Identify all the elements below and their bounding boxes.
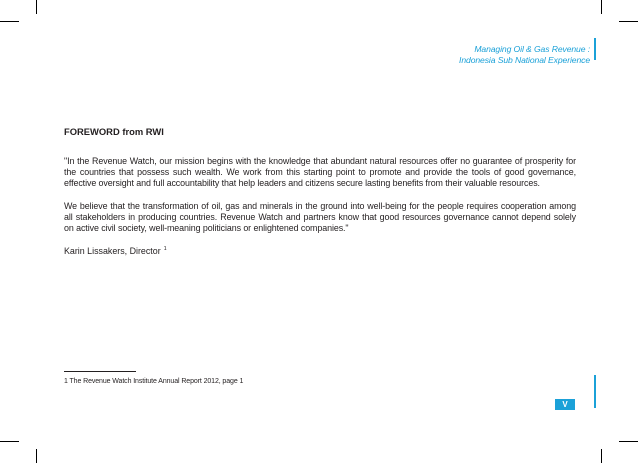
crop-mark	[601, 449, 602, 463]
section-heading: FOREWORD from RWI	[64, 126, 164, 137]
header-accent-rule	[594, 38, 596, 60]
paragraph-2: We believe that the transformation of oil, gas and minerals in the ground into well-being for the people requires cooperation among all stakeholders in producing countries. Revenue Watch and partners know that good resources governance cannot depend solely on active civil society, well-meaning politicians or enlightened companies."	[64, 201, 576, 233]
signature	[64, 246, 576, 256]
crop-mark	[36, 449, 37, 463]
crop-mark	[619, 441, 638, 442]
crop-mark	[619, 21, 638, 22]
footnote-rule	[64, 371, 136, 372]
crop-mark	[0, 21, 19, 22]
signature-name: Karin Lissakers, Director	[64, 246, 161, 256]
header-line-1: Managing Oil & Gas Revenue :	[474, 44, 590, 54]
running-header	[459, 44, 590, 66]
crop-mark	[601, 0, 602, 14]
header-line-2: Indonesia Sub National Experience	[459, 55, 590, 65]
crop-mark	[0, 441, 19, 442]
footer-accent-rule	[594, 375, 596, 408]
footnote: 1 The Revenue Watch Institute Annual Report 2012, page 1	[64, 378, 244, 385]
paragraph-1: "In the Revenue Watch, our mission begins with the knowledge that abundant natural resources offer no guarantee of prosperity for the countries that possess such wealth. We work from this starting point to promote and provide the tools of good governance, effective oversight and full accountability that help leaders and citizens secure lasting benefits from their valuable resources.	[64, 156, 576, 188]
footnote-reference: 1	[163, 246, 167, 252]
foreword-section	[64, 126, 576, 256]
crop-mark	[36, 0, 37, 14]
page-number-badge: V	[555, 399, 575, 410]
